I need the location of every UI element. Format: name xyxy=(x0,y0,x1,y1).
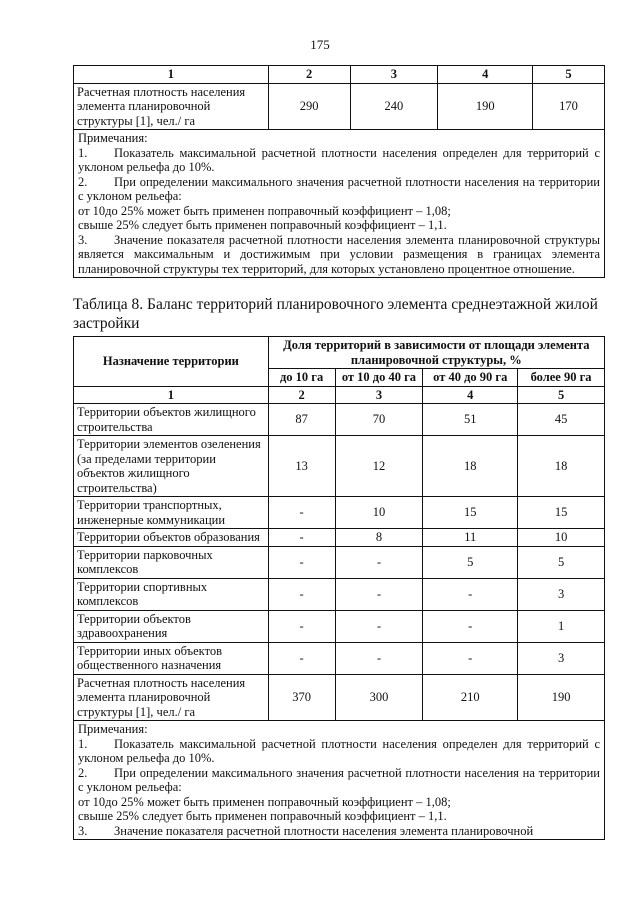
note-2 xyxy=(78,175,600,204)
column-number: 3 xyxy=(350,66,438,84)
table-cell: 11 xyxy=(423,529,518,547)
range-header: от 10 до 40 га xyxy=(335,369,423,387)
row-label: Территории объектов жилищного строительства xyxy=(74,404,269,436)
row-label: Расчетная плотность населения элемента планировочной структуры [1], чел./ га xyxy=(74,674,269,721)
column-number-row xyxy=(74,386,605,404)
note-number: 3. xyxy=(78,823,88,838)
table-row xyxy=(74,529,605,547)
note-2b: свыше 25% следует быть применен поправочный коэффициент – 1,1. xyxy=(78,218,447,232)
table-cell: 12 xyxy=(335,436,423,497)
row-label: Расчетная плотность населения элемента планировочной структуры [1], чел./ га xyxy=(74,83,269,130)
table-cell: - xyxy=(268,610,335,642)
territory-balance-table xyxy=(73,336,605,840)
table-cell: 240 xyxy=(350,83,438,130)
table-cell: 10 xyxy=(518,529,605,547)
table-row xyxy=(74,578,605,610)
note-number: 2. xyxy=(78,765,88,780)
table-cell: 1 xyxy=(518,610,605,642)
table-row xyxy=(74,404,605,436)
notes-cell xyxy=(74,130,605,278)
table-caption: Таблица 8. Баланс территорий планировочного элемента среднеэтажной жилой застройки xyxy=(73,296,598,332)
table-cell: - xyxy=(335,642,423,674)
column-number-row xyxy=(74,66,605,84)
table-row xyxy=(74,497,605,529)
notes-row xyxy=(74,130,605,278)
table-cell: 190 xyxy=(518,674,605,721)
range-header: от 40 до 90 га xyxy=(423,369,518,387)
table-cell: 3 xyxy=(518,642,605,674)
table-row xyxy=(74,546,605,578)
table-row xyxy=(74,642,605,674)
table-cell: - xyxy=(335,610,423,642)
table-cell: 5 xyxy=(423,546,518,578)
table-cell: 15 xyxy=(423,497,518,529)
note-text: При определении максимального значения расчетной плотности населения на территории с уклоном рельефа: xyxy=(78,174,600,203)
column-number: 4 xyxy=(438,66,533,84)
table-row xyxy=(74,610,605,642)
table-cell: 370 xyxy=(268,674,335,721)
table-cell: - xyxy=(423,610,518,642)
column-number: 3 xyxy=(335,386,423,404)
purpose-header: Назначение территории xyxy=(74,337,269,387)
previous-table-continuation xyxy=(73,65,605,278)
note-number: 3. xyxy=(78,232,88,247)
notes-row xyxy=(74,721,605,840)
table-cell: 5 xyxy=(518,546,605,578)
density-row xyxy=(74,674,605,721)
table-cell: 70 xyxy=(335,404,423,436)
table-cell: 18 xyxy=(518,436,605,497)
table-cell: 10 xyxy=(335,497,423,529)
table-cell: 3 xyxy=(518,578,605,610)
table-cell: - xyxy=(268,546,335,578)
note-text: Значение показателя расчетной плотности населения элемента планировочной xyxy=(114,823,534,838)
table-cell: - xyxy=(268,529,335,547)
table-cell: - xyxy=(335,578,423,610)
note-1 xyxy=(78,737,600,766)
table-cell: 13 xyxy=(268,436,335,497)
note-3 xyxy=(78,824,600,839)
table-cell: - xyxy=(268,642,335,674)
column-number: 1 xyxy=(74,66,269,84)
table-cell: 170 xyxy=(533,83,605,130)
table-cell: 210 xyxy=(423,674,518,721)
note-2b: свыше 25% следует быть применен поправочный коэффициент – 1,1. xyxy=(78,809,447,823)
range-header: более 90 га xyxy=(518,369,605,387)
column-number: 5 xyxy=(518,386,605,404)
table-cell: 51 xyxy=(423,404,518,436)
column-number: 2 xyxy=(268,66,350,84)
table-cell: - xyxy=(268,497,335,529)
column-number: 4 xyxy=(423,386,518,404)
row-label: Территории иных объектов общественного назначения xyxy=(74,642,269,674)
notes-heading: Примечания: xyxy=(78,131,148,145)
row-label: Территории транспортных, инженерные коммуникации xyxy=(74,497,269,529)
density-row xyxy=(74,83,605,130)
row-label: Территории объектов образования xyxy=(74,529,269,547)
note-2a: от 10до 25% может быть применен поправочный коэффициент – 1,08; xyxy=(78,794,451,809)
table-cell: 45 xyxy=(518,404,605,436)
note-1 xyxy=(78,146,600,175)
note-number: 1. xyxy=(78,736,88,751)
range-header: до 10 га xyxy=(268,369,335,387)
note-3 xyxy=(78,233,600,277)
row-label: Территории элементов озеленения (за пределами территории объектов жилищного строительства) xyxy=(74,436,269,497)
column-number: 5 xyxy=(533,66,605,84)
table-cell: 18 xyxy=(423,436,518,497)
row-label: Территории парковочных комплексов xyxy=(74,546,269,578)
table-cell: - xyxy=(268,578,335,610)
column-number: 1 xyxy=(74,386,269,404)
column-number: 2 xyxy=(268,386,335,404)
table-cell: 290 xyxy=(268,83,350,130)
notes-cell xyxy=(74,721,605,840)
note-text: Значение показателя расчетной плотности населения элемента планировочной структуры является максимальным и достижимым при условии размещения в границах элемента планировочной структуры тех территорий, для которых установлено процентное отношение. xyxy=(78,232,600,276)
note-2 xyxy=(78,766,600,795)
notes-heading: Примечания: xyxy=(78,722,148,736)
table-cell: 190 xyxy=(438,83,533,130)
note-text: При определении максимального значения расчетной плотности населения на территории с уклоном рельефа: xyxy=(78,765,600,794)
note-number: 2. xyxy=(78,174,88,189)
table-row xyxy=(74,436,605,497)
share-header: Доля территорий в зависимости от площади элемента планировочной структуры, % xyxy=(268,337,604,369)
note-text: Показатель максимальной расчетной плотности населения определен для территорий с уклоном рельефа до 10%. xyxy=(78,145,600,174)
table-cell: 87 xyxy=(268,404,335,436)
page-number: 175 xyxy=(310,37,330,52)
table-cell: - xyxy=(423,642,518,674)
table-cell: - xyxy=(335,546,423,578)
table-cell: 300 xyxy=(335,674,423,721)
table-cell: - xyxy=(423,578,518,610)
table-cell: 15 xyxy=(518,497,605,529)
header-row xyxy=(74,337,605,369)
note-2a: от 10до 25% может быть применен поправочный коэффициент – 1,08; xyxy=(78,203,451,218)
row-label: Территории спортивных комплексов xyxy=(74,578,269,610)
note-text: Показатель максимальной расчетной плотности населения определен для территорий с уклоном рельефа до 10%. xyxy=(78,736,600,765)
note-number: 1. xyxy=(78,145,88,160)
row-label: Территории объектов здравоохранения xyxy=(74,610,269,642)
table-cell: 8 xyxy=(335,529,423,547)
